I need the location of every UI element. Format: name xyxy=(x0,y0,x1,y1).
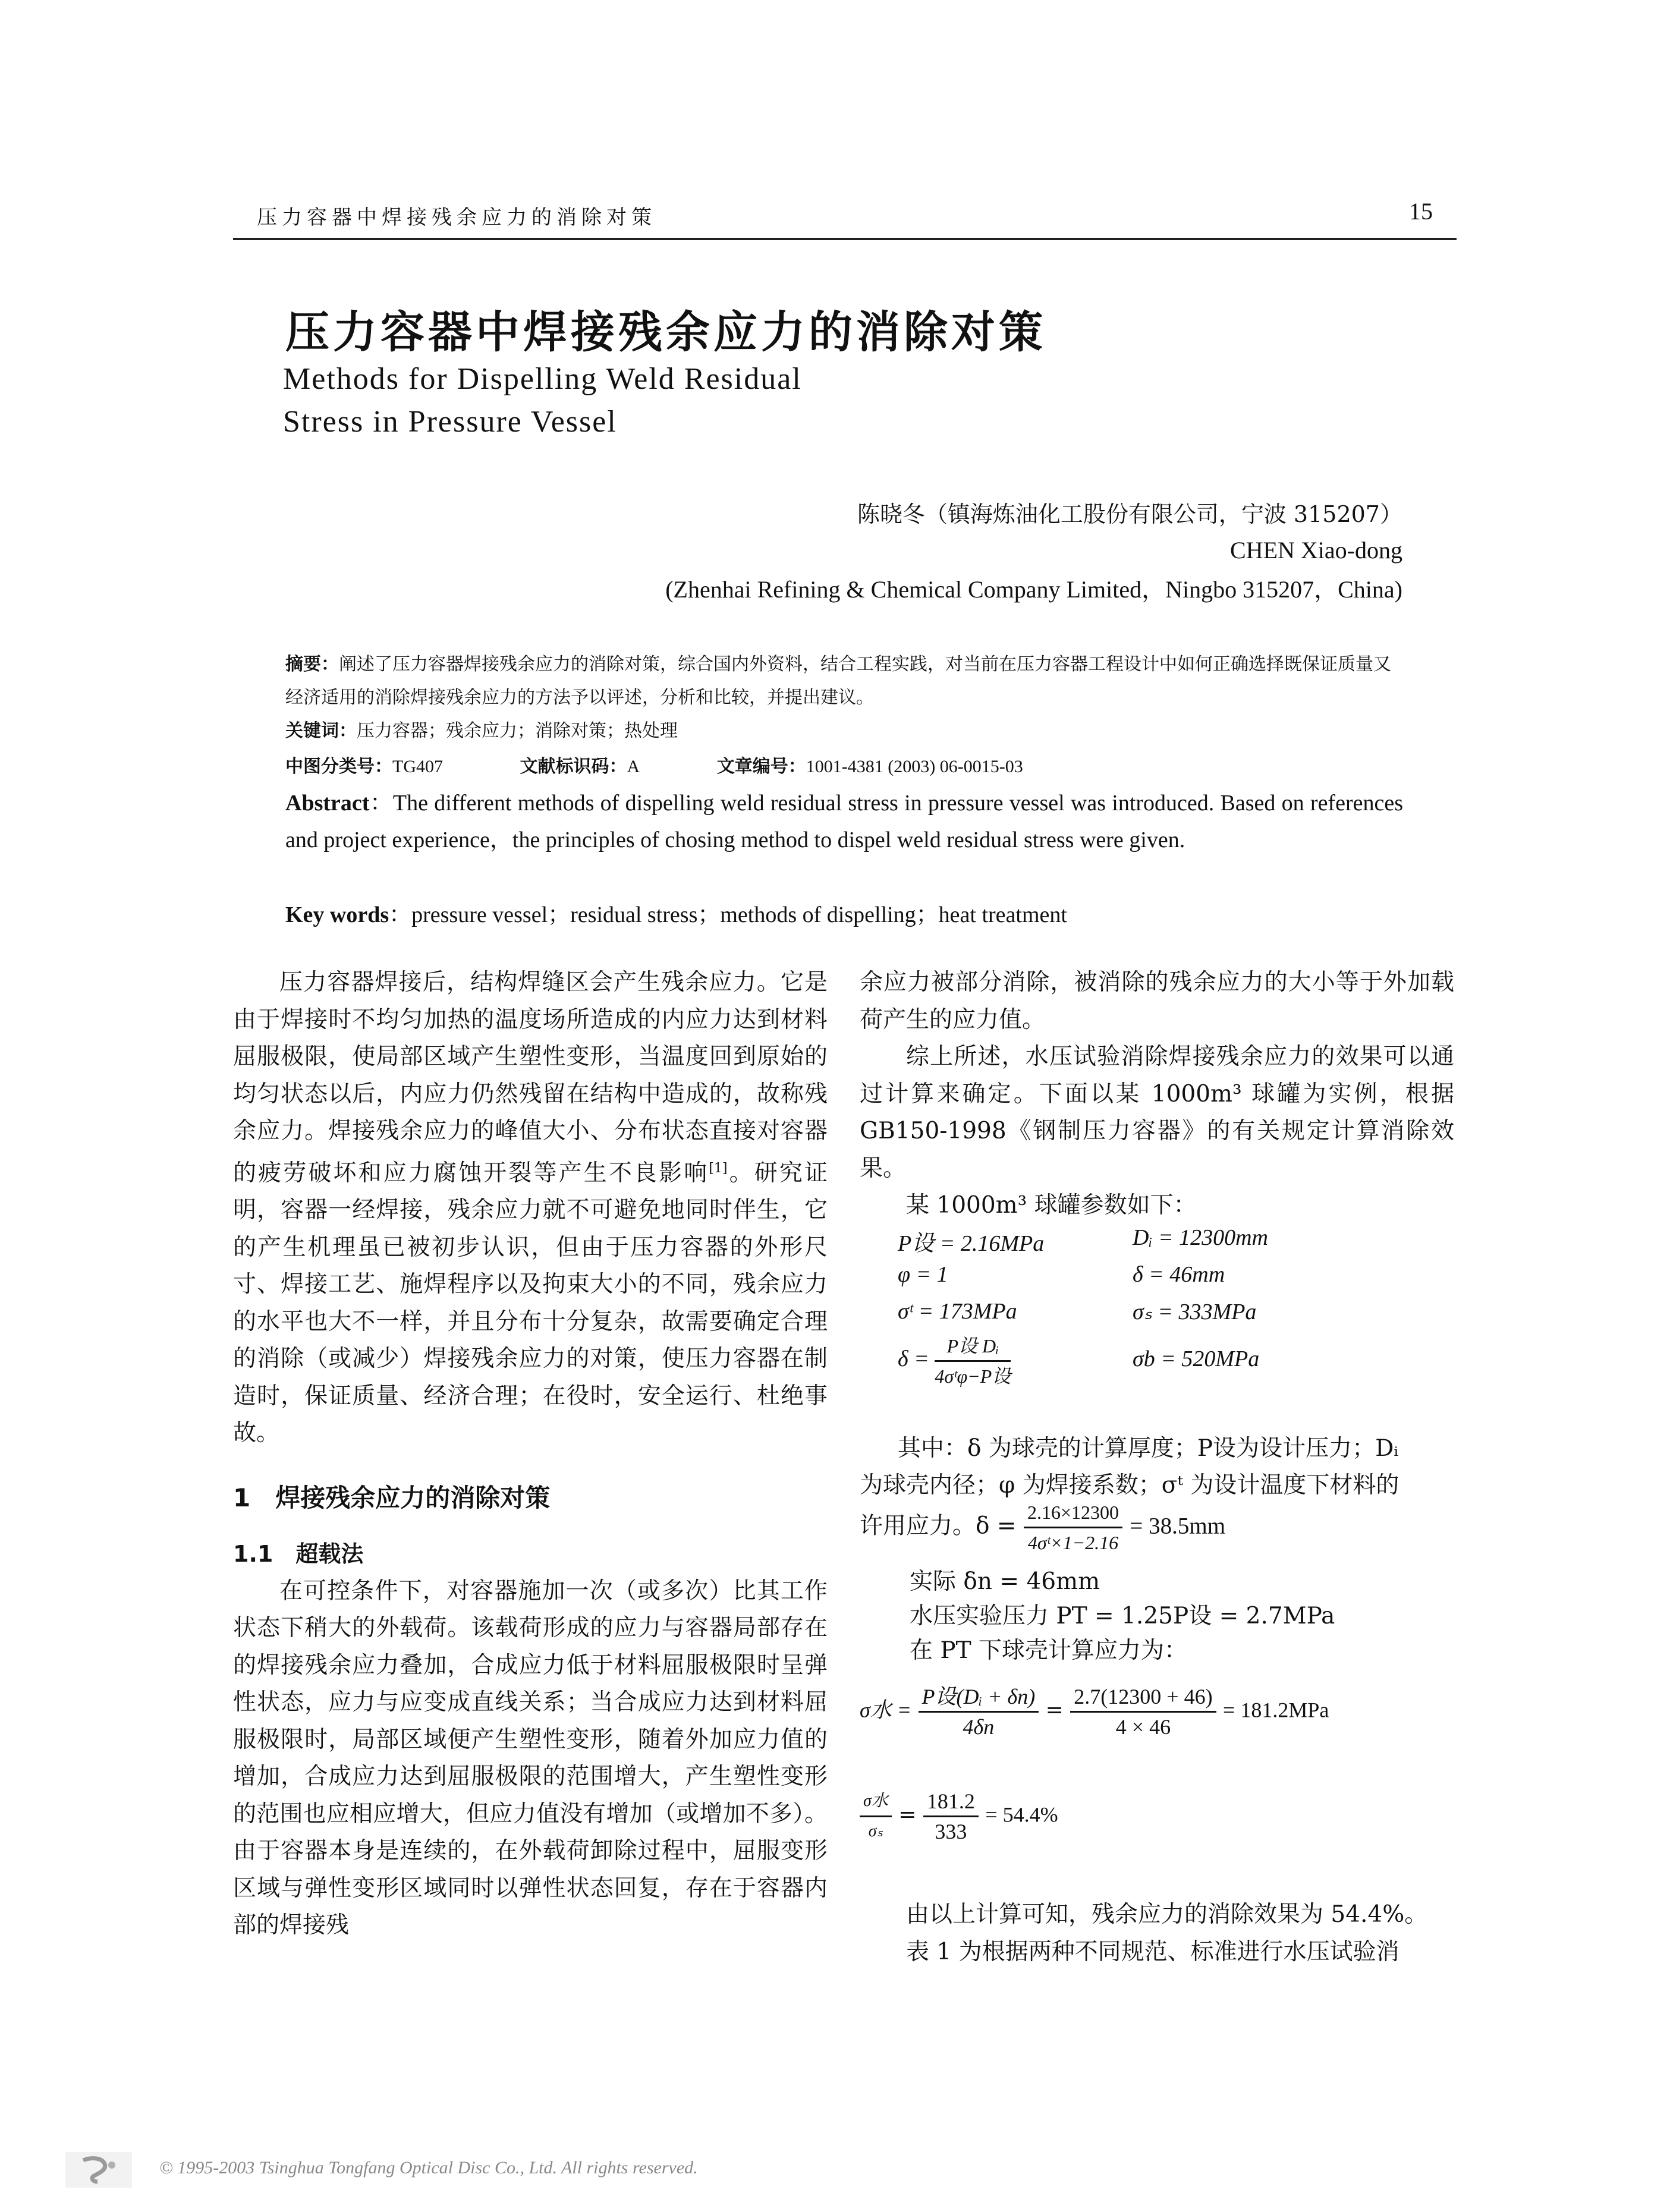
section-heading-1-1: 1.1 超载法 xyxy=(233,1541,364,1567)
stress-num-2: 2.7(12300 + 46) xyxy=(1070,1682,1216,1713)
doc-code-value: A xyxy=(627,757,640,776)
abstract-en-label: Abstract xyxy=(285,791,370,816)
param-allowable-stress: σᵗ = 173MPa xyxy=(898,1299,1017,1324)
ratio-num-1: σ水 xyxy=(860,1787,892,1817)
classification-line xyxy=(285,750,1403,784)
intro-paragraph xyxy=(233,964,828,1452)
explain3-denominator: 4σᵗ×1−2.16 xyxy=(1027,1532,1119,1553)
explain3-numerator: 2.16×12300 xyxy=(1024,1498,1122,1528)
param-inner-diameter: Dᵢ = 12300mm xyxy=(1133,1225,1268,1250)
stress-under-pt-line: 在 PT 下球壳计算应力为： xyxy=(910,1637,1188,1664)
conclusion-text: 由以上计算可知，残余应力的消除效果为 54.4%。 xyxy=(906,1901,1428,1928)
delta-fraction-denominator: 4σᵗφ−P设 xyxy=(935,1365,1011,1387)
delta-formula xyxy=(898,1332,1011,1390)
running-title: 压力容器中焊接残余应力的消除对策 xyxy=(257,206,656,229)
ratio-result: = 54.4% xyxy=(985,1802,1058,1827)
keywords-cn-text: 压力容器；残余应力；消除对策；热处理 xyxy=(357,720,678,741)
param-yield-stress: σₛ = 333MPa xyxy=(1133,1299,1257,1324)
author-cn: 陈晓冬（镇海炼油化工股份有限公司，宁波 315207） xyxy=(857,501,1402,527)
author-en: CHEN Xiao-dong xyxy=(1230,537,1402,564)
ratio-formula: $\frac{\text{σ水}}{\text{σₛ}}$ = $\frac{181.2}{333}$ = 54.4% xyxy=(860,1787,1058,1846)
publisher-logo-icon xyxy=(65,2152,132,2188)
summary-paragraph: 综上所述，水压试验消除焊接残余应力的效果可以通过计算来确定。下面以某 1000m³ 球罐为实例，根据 GB150-1998《钢制压力容器》的有关规定计算消除效果。 xyxy=(860,1043,1454,1182)
abstract-cn-text: 阐述了压力容器焊接残余应力的消除对策，综合国内外资料，结合工程实践，对当前在压力容器工程设计中如何正确选择既保证质量又经济适用的消除焊接残余应力的方法予以评述，分析和比较，并提出建议。 xyxy=(285,654,1391,708)
ratio-den-1: σₛ xyxy=(868,1822,883,1840)
stress-num-1: P设(Dᵢ + δn) xyxy=(919,1682,1039,1713)
stress-den-2: 4 × 46 xyxy=(1115,1715,1171,1739)
param-row xyxy=(898,1261,1433,1298)
param-design-pressure: P设 = 2.16MPa xyxy=(898,1231,1045,1256)
keywords-en-label: Key words xyxy=(285,902,389,927)
param-row xyxy=(898,1298,1433,1335)
param-row xyxy=(898,1225,1433,1261)
table-intro-text: 表 1 为根据两种不同规范、标准进行水压试验消 xyxy=(906,1938,1399,1965)
right-continuation: 余应力被部分消除，被消除的残余应力的大小等于外加载荷产生的应力值。 xyxy=(860,969,1454,1033)
keywords-en-text: ：pressure vessel；residual stress；methods of dispelling；heat treatment xyxy=(389,902,1067,927)
right-column xyxy=(860,964,1454,1225)
ratio-den-2: 333 xyxy=(935,1820,967,1843)
abstract-en xyxy=(285,785,1403,858)
running-header xyxy=(233,196,1457,240)
stress-fraction-2 xyxy=(1070,1682,1216,1741)
article-title-en-line2: Stress in Pressure Vessel xyxy=(283,405,617,439)
explain3-fraction xyxy=(1024,1498,1122,1557)
abstract-en-text: ：The different methods of dispelling weld residual stress in pressure vessel was introduced. Based on references and project experience，the principles of chosing method to dispel weld residual stress were given. xyxy=(285,791,1403,852)
doc-code-label: 文献标识码： xyxy=(520,756,627,777)
hydro-test-pressure-line: 水压实验压力 PT = 1.25P设 = 2.7MPa xyxy=(910,1603,1335,1629)
param-tensile-strength: σb = 520MPa xyxy=(1133,1346,1260,1371)
ratio-fraction-1 xyxy=(860,1787,892,1846)
left-column xyxy=(233,964,828,1944)
affiliation-en: (Zhenhai Refining & Chemical Company Limited，Ningbo 315207，China) xyxy=(665,576,1402,603)
keywords-cn-label: 关键词： xyxy=(285,720,357,741)
citation: [1] xyxy=(709,1160,728,1176)
explain3-pre: 许用应力。δ = xyxy=(860,1512,1017,1540)
explain-line-3 xyxy=(860,1498,1225,1557)
section-heading-1: 1 焊接残余应力的消除对策 xyxy=(233,1483,551,1512)
parameter-list xyxy=(898,1225,1433,1392)
article-number-label: 文章编号： xyxy=(716,756,806,777)
article-title-cn: 压力容器中焊接残余应力的消除对策 xyxy=(285,307,1046,358)
page-number: 15 xyxy=(1409,198,1433,225)
stress-lhs: σ水 = xyxy=(860,1698,912,1722)
keywords-en xyxy=(285,896,1403,933)
overload-paragraph: 在可控条件下，对容器施加一次（或多次）比其工作状态下稍大的外载荷。该载荷形成的应力与容器局部存在的焊接残余应力叠加，合成应力低于材料屈服极限时呈弹性状态，应力与应变成直线关系；当合成应力达到材料屈服极限时，局部区域便产生塑性变形，随着外加应力值的增加，合成应力达到屈服极限的范围增大，产生塑性变形的范围也应相应增大，但应力值没有增加（或增加不多）。由于容器本身是连续的，在外载荷卸除过程中，屈服变形区域与弹性变形区域同时以弹性状态回复，存在于容器内部的焊接残 xyxy=(233,1577,828,1939)
clc-value: TG407 xyxy=(392,757,443,776)
param-weld-factor: φ = 1 xyxy=(898,1262,948,1287)
stress-fraction-1 xyxy=(919,1682,1039,1741)
stress-result: = 181.2MPa xyxy=(1223,1698,1329,1722)
intro-text: 压力容器焊接后，结构焊缝区会产生残余应力。它是由于焊接时不均匀加热的温度场所造成的内应力达到材料屈服极限，使局部区域产生塑性变形，当温度回到原始的均匀状态以后，内应力仍然残留在结构中造成的，故称残余应力。焊接残余应力的峰值大小、分布状态直接对容器的疲劳破坏和应力腐蚀开裂等产生不良影响 xyxy=(233,969,828,1187)
delta-formula-lhs: δ = xyxy=(898,1346,929,1372)
param-intro: 某 1000m³ 球罐参数如下： xyxy=(906,1192,1197,1219)
intro-text-cont: 。研究证明，容器一经焊接，残余应力就不可避免地同时伴生，它的产生机理虽已被初步认识，但由于压力容器的外形尺寸、焊接工艺、施焊程序以及拘束大小的不同，残余应力的水平也大不一样，并且分布十分复杂，故需要确定合理的消除（或减少）焊接残余应力的对策，使压力容器在制造时，保证质量、经济合理；在役时，安全运行、杜绝事故。 xyxy=(233,1159,828,1446)
delta-fraction-numerator: P设 Dᵢ xyxy=(935,1332,1011,1362)
explain-line-1: 其中：δ 为球壳的计算厚度；P设为设计压力；Dᵢ xyxy=(898,1435,1399,1462)
clc-label: 中图分类号： xyxy=(285,756,392,777)
article-number-value: 1001-4381 (2003) 06-0015-03 xyxy=(806,757,1023,776)
explain-line-2: 为球壳内径；φ 为焊接系数；σᵗ 为设计温度下材料的 xyxy=(860,1472,1399,1499)
abstract-cn-label: 摘要： xyxy=(285,654,339,675)
ratio-fraction-2 xyxy=(923,1787,979,1846)
copyright-notice: © 1995-2003 Tsinghua Tongfang Optical Disc Co., Ltd. All rights reserved. xyxy=(159,2158,698,2178)
param-thickness: δ = 46mm xyxy=(1133,1262,1225,1287)
explain3-post: = 38.5mm xyxy=(1130,1513,1226,1539)
conclusion-paragraph xyxy=(860,1896,1454,1971)
ratio-num-2: 181.2 xyxy=(923,1787,979,1817)
article-title-en-line1: Methods for Dispelling Weld Residual xyxy=(283,362,802,396)
delta-fraction xyxy=(935,1332,1011,1390)
footer xyxy=(65,2152,898,2194)
keywords-cn xyxy=(285,715,1403,748)
stress-den-1: 4δn xyxy=(963,1715,995,1739)
abstract-cn xyxy=(285,648,1403,715)
actual-thickness-line: 实际 δn = 46mm xyxy=(910,1568,1100,1595)
param-row-formula xyxy=(898,1335,1433,1392)
stress-formula: σ水 = $\frac{\text{P设(Dᵢ + δn)}}{4\delta n}$ = $\frac{2.7(12300 + 46)}{4 \times 46}$ = 181.2MPa xyxy=(860,1682,1329,1741)
